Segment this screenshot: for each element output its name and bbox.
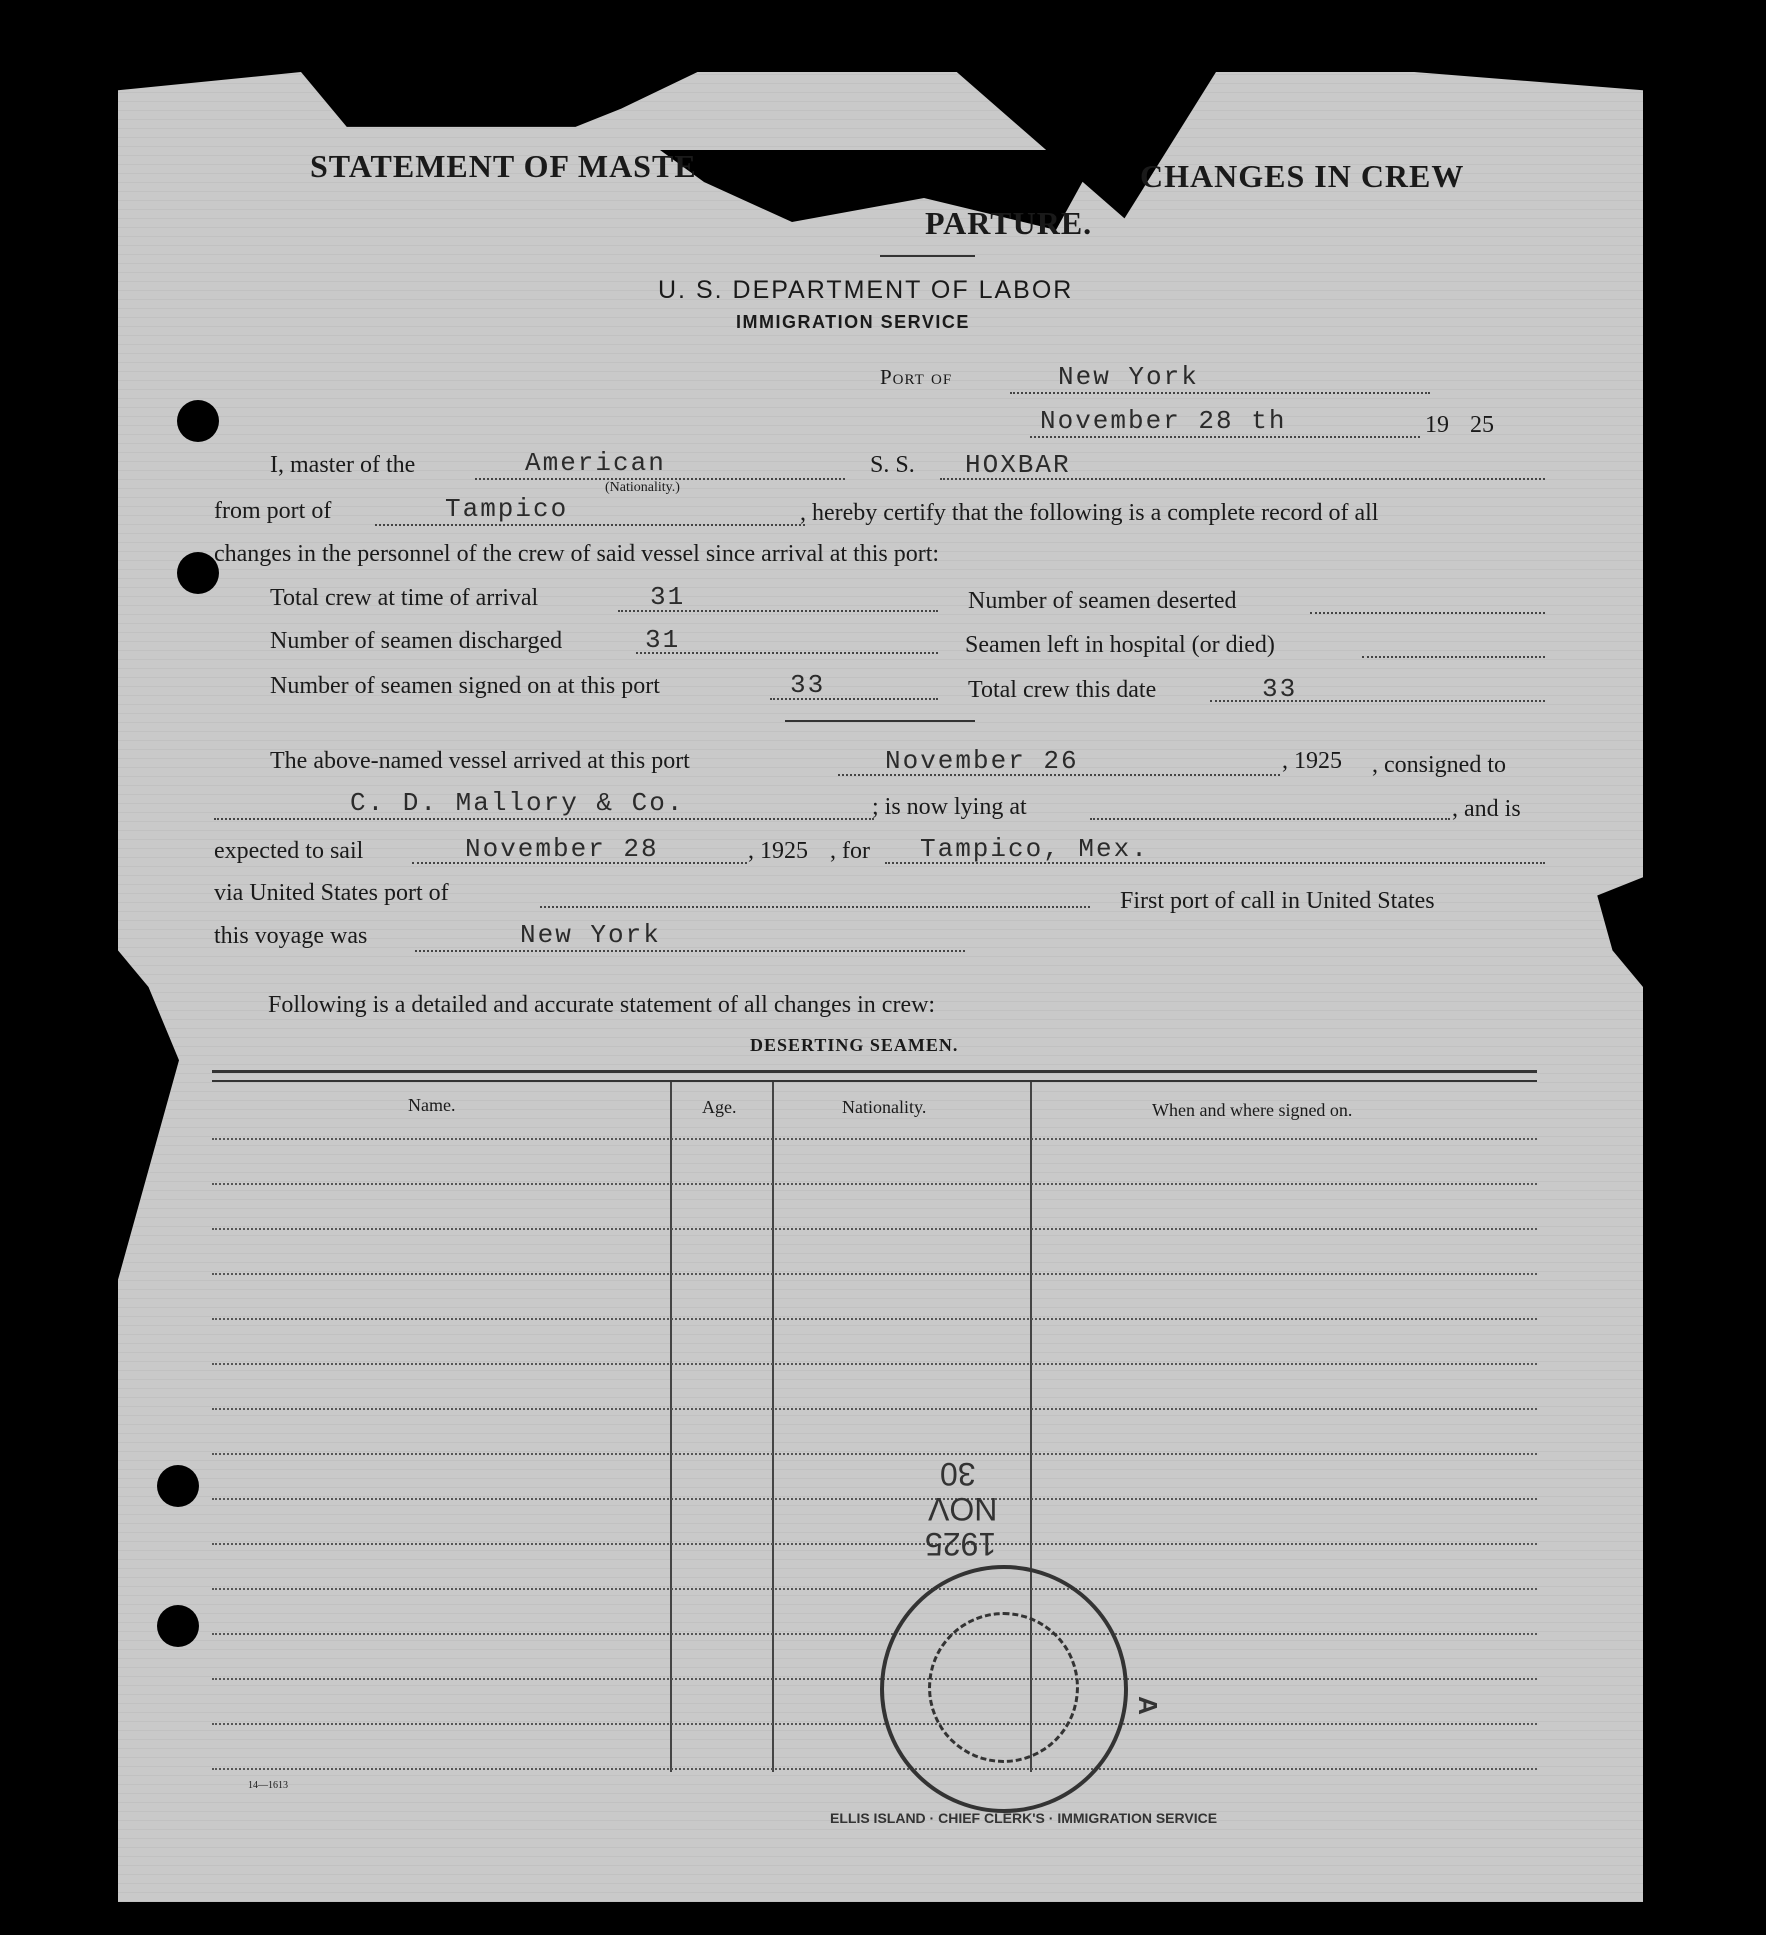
service-name: IMMIGRATION SERVICE — [736, 312, 970, 332]
nationality-caption: (Nationality.) — [605, 480, 680, 495]
table-row — [212, 1408, 1537, 1410]
table-row — [212, 1723, 1537, 1725]
table-row — [212, 1318, 1537, 1320]
hospital-label: Seamen left in hospital (or died) — [965, 632, 1275, 658]
section-heading: DESERTING SEAMEN. — [750, 1035, 959, 1055]
table-row — [212, 1768, 1537, 1770]
document-paper — [118, 72, 1643, 1902]
from-port-value: Tampico — [445, 494, 569, 524]
via-line — [540, 906, 1090, 908]
col-header-signed-on: When and where signed on. — [1152, 1100, 1353, 1120]
table-row — [212, 1228, 1537, 1230]
destination-value: Tampico, Mex. — [920, 834, 1149, 864]
and-is-label: , and is — [1452, 796, 1521, 822]
sail-year: , 1925 — [748, 838, 808, 864]
via-label: via United States port of — [214, 880, 449, 906]
form-title-left: STATEMENT OF MASTE — [310, 148, 697, 184]
year-prefix: 19 — [1425, 412, 1449, 438]
table-row — [212, 1273, 1537, 1275]
title-rule — [880, 255, 975, 257]
certify-text: , hereby certify that the following is a complete record of all — [800, 500, 1379, 526]
stamp-letter: A — [1132, 1696, 1163, 1715]
table-divider — [772, 1082, 774, 1772]
first-port-line — [415, 950, 965, 952]
first-port-value: New York — [520, 920, 661, 950]
for-label: , for — [830, 838, 870, 864]
this-voyage-label: this voyage was — [214, 923, 368, 949]
statement-intro: Following is a detailed and accurate statement of all changes in crew: — [268, 992, 936, 1018]
discharged-line — [636, 652, 938, 654]
punch-hole — [177, 400, 219, 442]
sail-year-value: 1925 — [760, 838, 808, 864]
table-row — [212, 1678, 1537, 1680]
sail-date: November 28 — [465, 834, 659, 864]
discharged-label: Number of seamen discharged — [270, 628, 563, 654]
form-title-line2: PARTURE. — [925, 205, 1093, 241]
punch-hole — [157, 1605, 199, 1647]
table-divider — [670, 1082, 672, 1772]
discharged-value: 31 — [645, 625, 681, 655]
deserted-line — [1310, 612, 1545, 614]
form-number: 14—1613 — [248, 1780, 288, 1791]
department-name: U. S. DEPARTMENT OF LABOR — [658, 276, 1074, 304]
section-rule — [785, 720, 975, 722]
total-date-line — [1210, 700, 1545, 702]
stamp-month: NOV — [928, 1491, 998, 1527]
signed-on-label: Number of seamen signed on at this port — [270, 673, 660, 699]
total-date-value: 33 — [1262, 674, 1298, 704]
table-row — [212, 1588, 1537, 1590]
arrived-year: , 1925 — [1282, 748, 1342, 774]
table-row — [212, 1138, 1537, 1140]
stamp-day: 30 — [940, 1456, 976, 1492]
table-row — [212, 1498, 1537, 1500]
table-top-rule-2 — [212, 1080, 1537, 1082]
from-port-label: from port of — [214, 498, 332, 524]
date-value: November 28 th — [1040, 406, 1287, 436]
port-value: New York — [1058, 362, 1199, 392]
arrived-year-value: 1925 — [1294, 748, 1342, 774]
table-row — [212, 1363, 1537, 1365]
stamp-ring-text: ELLIS ISLAND · CHIEF CLERK'S · IMMIGRATION SERVICE — [830, 1810, 1218, 1826]
punch-hole — [157, 1465, 199, 1507]
table-row — [212, 1543, 1537, 1545]
master-label: I, master of the — [270, 452, 416, 478]
total-arrival-label: Total crew at time of arrival — [270, 585, 539, 611]
total-arrival-value: 31 — [650, 582, 686, 612]
arrived-date: November 26 — [885, 746, 1079, 776]
table-row — [212, 1633, 1537, 1635]
ship-name: HOXBAR — [965, 450, 1071, 480]
arrived-label: The above-named vessel arrived at this port — [270, 748, 690, 774]
consignee-line — [214, 818, 874, 820]
stamp-inner-ring — [928, 1612, 1079, 1763]
col-header-nationality: Nationality. — [842, 1097, 927, 1117]
consignee-value: C. D. Mallory & Co. — [350, 788, 685, 818]
table-top-rule — [212, 1070, 1537, 1073]
port-label: Port of — [880, 365, 953, 389]
date-line — [1030, 436, 1420, 438]
year-suffix: 25 — [1470, 412, 1494, 438]
hospital-line — [1362, 656, 1545, 658]
certify-text-2: changes in the personnel of the crew of said vessel since arrival at this port: — [214, 541, 940, 567]
total-date-label: Total crew this date — [968, 677, 1157, 703]
nationality-value: American — [525, 448, 666, 478]
stamp-year: 1925 — [925, 1526, 997, 1562]
from-port-line — [375, 524, 805, 526]
lying-line — [1090, 818, 1450, 820]
table-row — [212, 1453, 1537, 1455]
port-line — [1010, 392, 1430, 394]
col-header-age: Age. — [702, 1097, 737, 1117]
col-header-name: Name. — [408, 1095, 456, 1115]
signed-on-value: 33 — [790, 670, 826, 700]
consigned-label: , consigned to — [1372, 752, 1506, 778]
deserted-label: Number of seamen deserted — [968, 588, 1237, 614]
expected-label: expected to sail — [214, 838, 364, 864]
punch-hole — [177, 552, 219, 594]
table-row — [212, 1183, 1537, 1185]
form-title-right: CHANGES IN CREW — [1140, 158, 1465, 194]
lying-label: ; is now lying at — [872, 794, 1027, 820]
first-port-label: First port of call in United States — [1120, 888, 1435, 914]
ss-label: S. S. — [870, 452, 915, 478]
